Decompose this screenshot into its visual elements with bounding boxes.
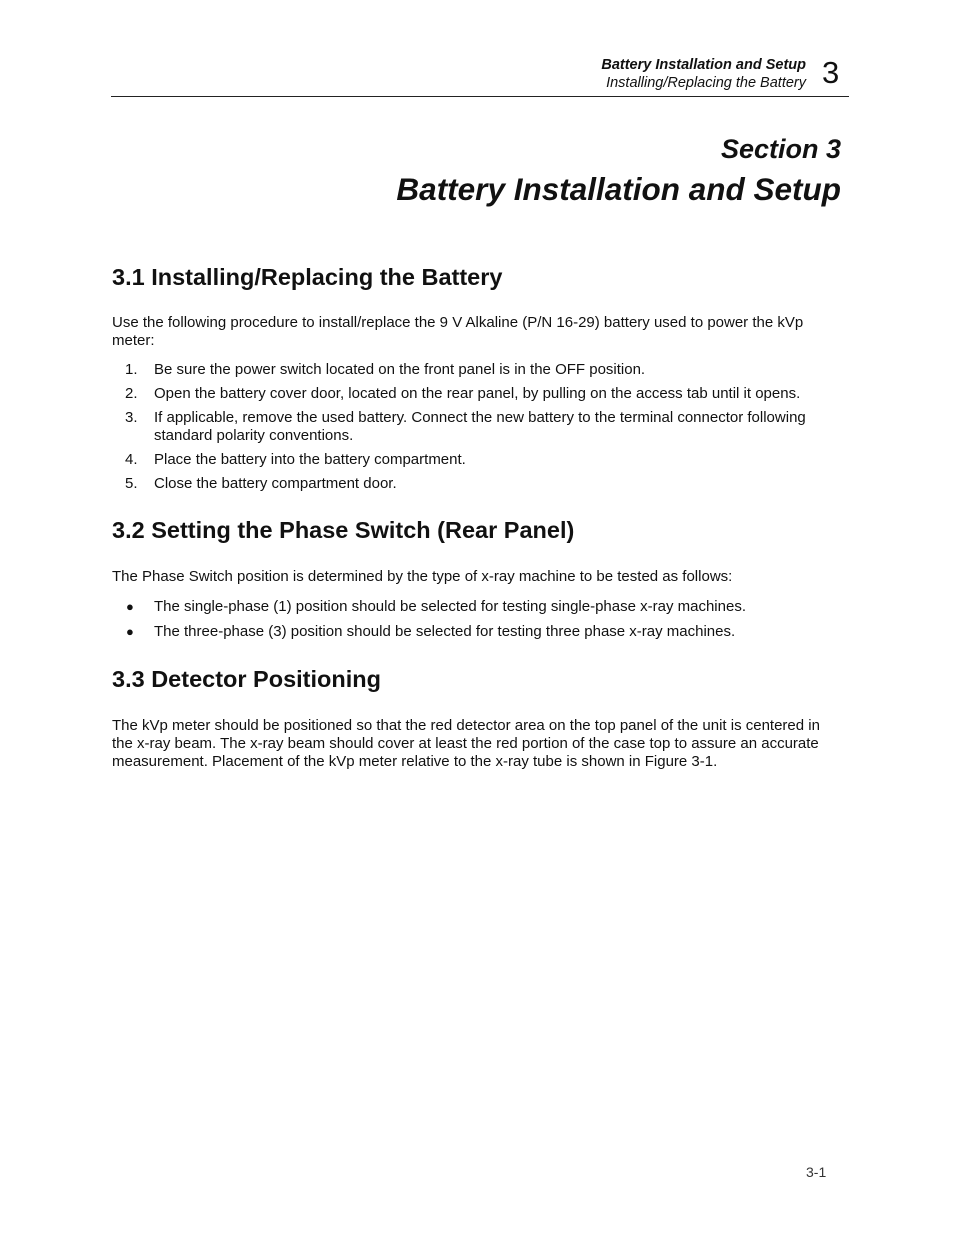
list-item [112,623,852,641]
header-divider [111,96,849,97]
heading-3-1: 3.1 Installing/Replacing the Battery [112,264,503,290]
bullet-icon: ● [126,624,134,639]
step-number: 1. [125,361,138,378]
step-text: Close the battery compartment door. [154,475,397,492]
running-header-title: Battery Installation and Setup [601,57,806,73]
paragraph-3-2-intro: The Phase Switch position is determined by the type of x-ray machine to be tested as follows: [112,568,733,585]
step-text: If applicable, remove the used battery. Connect the new battery to the terminal connector following standard polarity conventions. [154,409,806,444]
paragraph-3-1-intro: Use the following procedure to install/replace the 9 V Alkaline (P/N 16-29) battery used to power the kVp meter: [112,314,804,349]
page-number: 3-1 [806,1164,827,1180]
step-text: Be sure the power switch located on the front panel is in the OFF position. [154,361,646,378]
paragraph-3-3-body: The kVp meter should be positioned so that the red detector area on the top panel of the unit is centered in the x-ray beam. The x-ray beam should cover at least the red portion of the case top to assure an accurate measurement. Placement of the kVp meter relative to the x-ray tube is shown in Figure 3-1. [112,717,820,770]
running-header [601,56,806,92]
phase-bullets [112,598,852,647]
section-title: Battery Installation and Setup [396,171,841,207]
list-item [112,451,852,469]
chapter-number: 3 [822,55,840,90]
step-number: 2. [125,385,138,402]
list-item [112,475,852,493]
heading-3-3: 3.3 Detector Positioning [112,666,381,692]
procedure-steps [112,361,852,499]
step-number: 5. [125,475,138,492]
section-label: Section 3 [720,134,841,164]
running-header-subtitle: Installing/Replacing the Battery [606,75,806,91]
list-item [112,385,852,403]
step-number: 3. [125,409,138,426]
bullet-icon: ● [126,599,134,614]
bullet-text: The three-phase (3) position should be selected for testing three phase x-ray machines. [154,623,736,640]
step-text: Open the battery cover door, located on the rear panel, by pulling on the access tab until it opens. [154,385,801,402]
list-item [112,598,852,616]
list-item [112,361,852,379]
heading-3-2: 3.2 Setting the Phase Switch (Rear Panel) [112,517,575,543]
bullet-text: The single-phase (1) position should be selected for testing single-phase x-ray machines. [154,598,746,615]
list-item [112,409,852,445]
step-text: Place the battery into the battery compartment. [154,451,466,468]
step-number: 4. [125,451,138,468]
